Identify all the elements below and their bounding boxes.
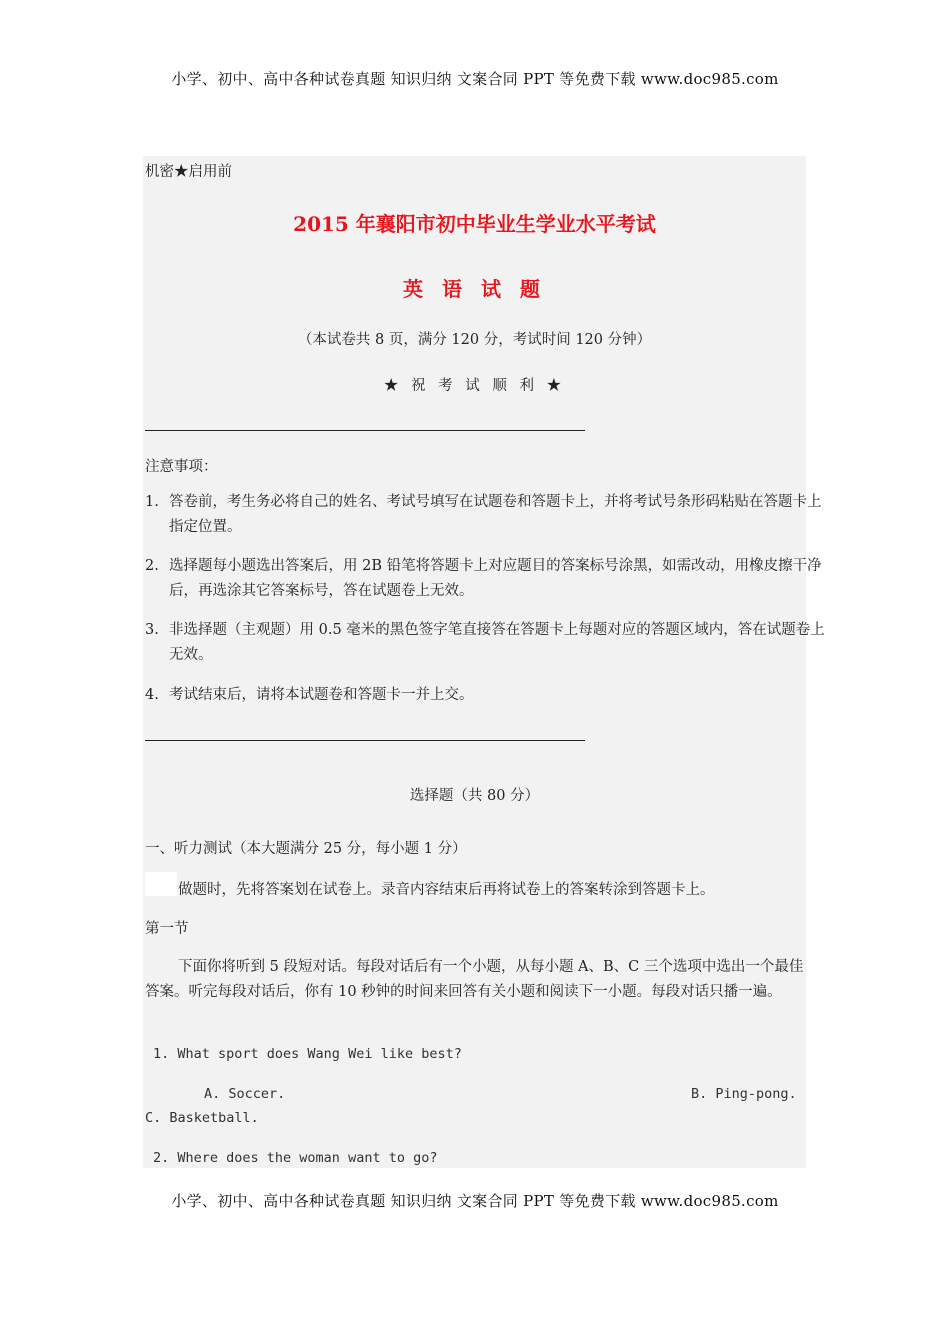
divider-top xyxy=(145,430,585,431)
exam-subtitle: 英 语 试 题 xyxy=(403,277,546,301)
blank-mark xyxy=(145,872,177,896)
good-luck-wish: ★ 祝 考 试 顺 利 ★ xyxy=(383,378,566,394)
page-header: 小学、初中、高中各种试卷真题 知识归纳 文案合同 PPT 等免费下载 www.doc985.com xyxy=(171,70,779,88)
notice-item-number: 1. xyxy=(145,494,159,510)
confidential-label: 机密★启用前 xyxy=(145,164,232,180)
question-1-option-c: C. Basketball. xyxy=(145,1110,259,1126)
question-1-option-a: A. Soccer. xyxy=(204,1086,286,1102)
exam-title: 2015 年襄阳市初中毕业生学业水平考试 xyxy=(293,212,656,236)
section-heading: 选择题（共 80 分） xyxy=(409,788,540,804)
page-footer: 小学、初中、高中各种试卷真题 知识归纳 文案合同 PPT 等免费下载 www.doc985.com xyxy=(171,1192,779,1210)
notice-item-number: 2. xyxy=(145,558,159,574)
paper-info: （本试卷共 8 页，满分 120 分，考试时间 120 分钟） xyxy=(297,332,652,348)
notice-item xyxy=(145,490,825,540)
divider-bottom xyxy=(145,740,585,741)
notice-item xyxy=(145,683,825,708)
notice-item-text: 选择题每小题选出答案后，用 2B 铅笔将答题卡上对应题目的答案标号涂黑，如需改动，用橡皮擦干净后，再选涂其它答案标号，答在试题卷上无效。 xyxy=(169,558,822,599)
section-label: 第一节 xyxy=(145,921,189,937)
part1-title: 一、听力测试（本大题满分 25 分，每小题 1 分） xyxy=(145,841,467,857)
question-1-option-b: B. Ping-pong. xyxy=(691,1086,797,1102)
question-1-stem: 1. What sport does Wang Wei like best? xyxy=(153,1046,462,1062)
notice-item-number: 4. xyxy=(145,687,159,703)
notice-item xyxy=(145,554,825,604)
notice-item xyxy=(145,618,825,668)
question-2-stem: 2. Where does the woman want to go? xyxy=(153,1150,438,1166)
notice-item-number: 3. xyxy=(145,622,159,638)
part1-instruction: 做题时，先将答案划在试卷上。录音内容结束后再将试卷上的答案转涂到答题卡上。 xyxy=(178,882,715,898)
notice-title: 注意事项： xyxy=(145,459,218,475)
notice-item-text: 考试结束后，请将本试题卷和答题卡一并上交。 xyxy=(169,687,474,703)
notice-item-text: 非选择题（主观题）用 0.5 毫米的黑色签字笔直接答在答题卡上每题对应的答题区域内，答在试题卷上无效。 xyxy=(169,622,825,663)
notice-item-text: 答卷前，考生务必将自己的姓名、考试号填写在试题卷和答题卡上，并将考试号条形码粘贴在答题卡上指定位置。 xyxy=(169,494,822,535)
section-description: 下面你将听到 5 段短对话。每段对话后有一个小题，从每小题 A、B、C 三个选项中选出一个最佳答案。听完每段对话后，你有 10 秒钟的时间来回答有关小题和阅读下一小题。每段对话只播一遍。 xyxy=(145,959,804,1000)
